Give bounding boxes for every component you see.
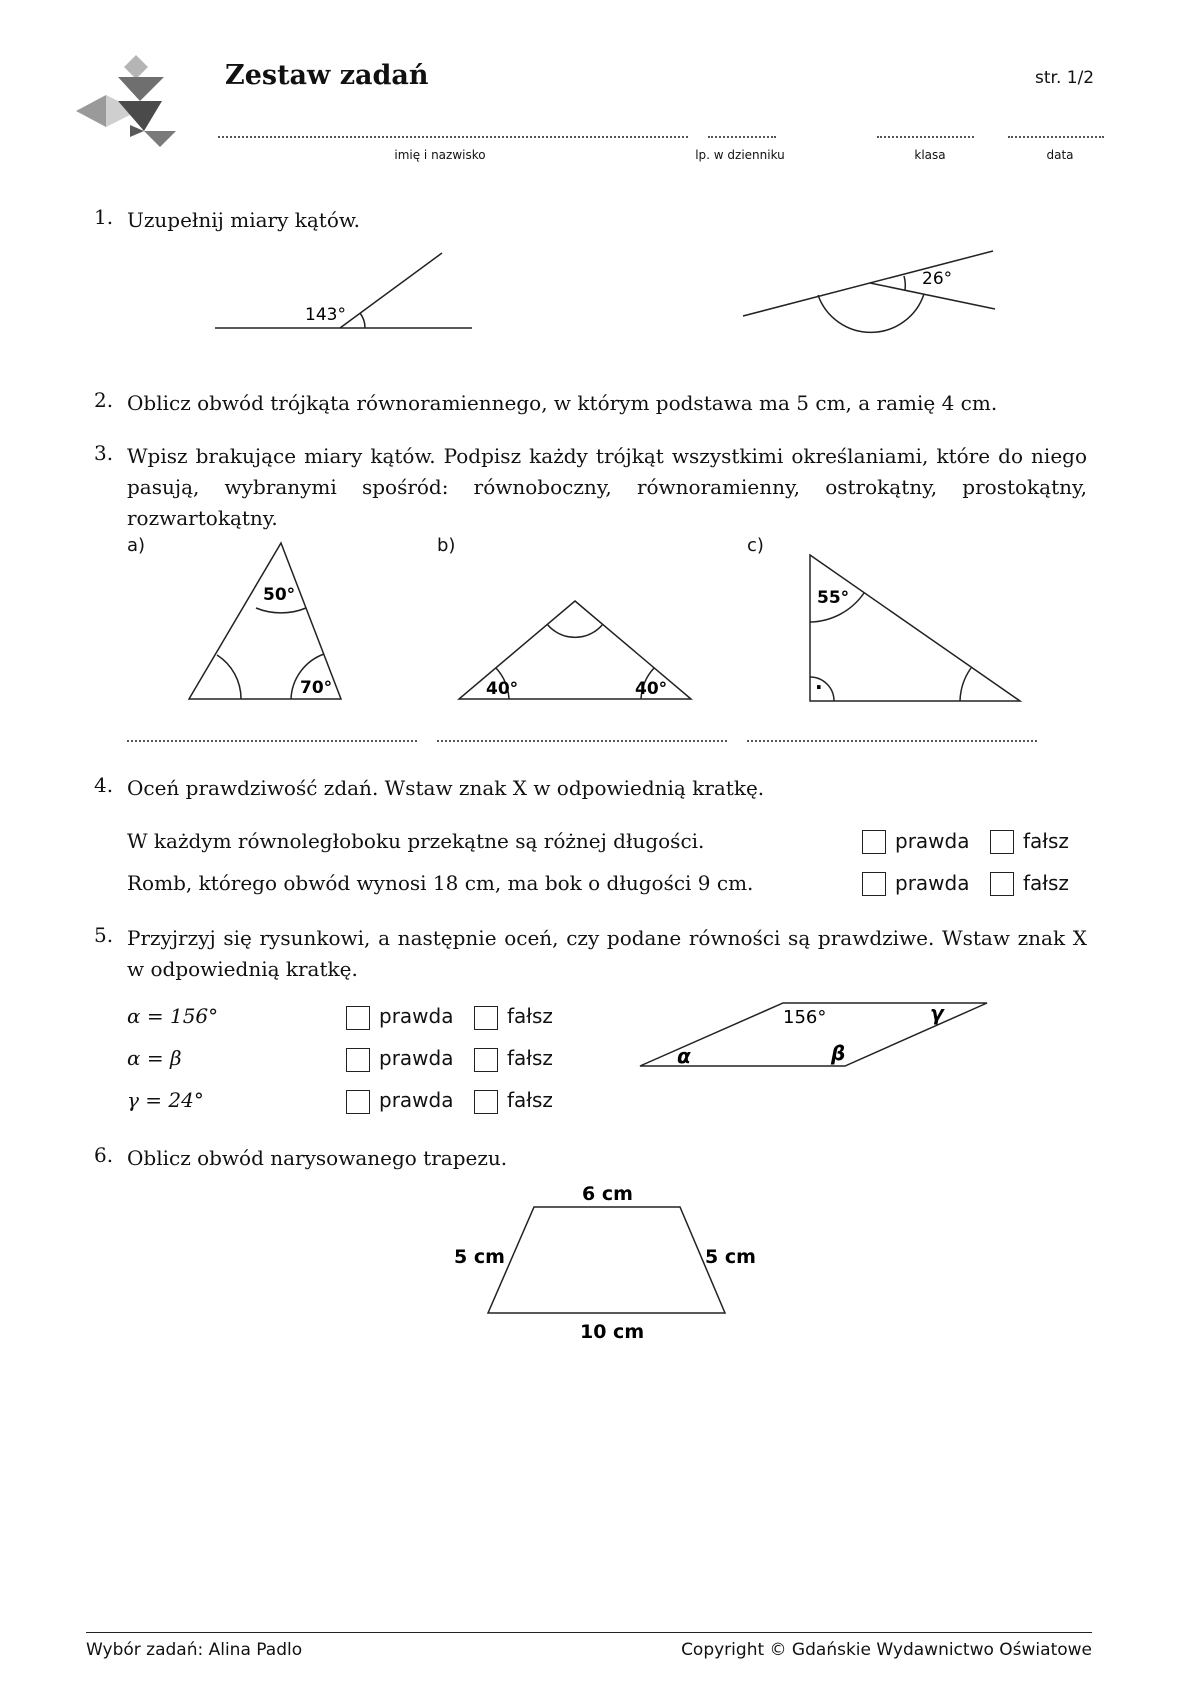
bottom-side-label: 10 cm	[580, 1321, 645, 1343]
task-3-part-a: a)	[127, 535, 146, 556]
task-1-figure-right	[740, 246, 1000, 342]
equation-2-false-checkbox[interactable]	[474, 1048, 498, 1072]
task-2-number: 2.	[94, 388, 114, 412]
beta-label: β	[831, 1041, 846, 1065]
task-3-part-c: c)	[747, 535, 764, 556]
right-side-label: 5 cm	[705, 1246, 756, 1268]
angle-70-label: 70°	[300, 678, 333, 698]
equation-3-false-label: fałsz	[507, 1088, 553, 1112]
footer-copyright: Copyright © Gdańskie Wydawnictwo Oświatowe	[681, 1640, 1092, 1660]
equation-1-false-label: fałsz	[507, 1004, 553, 1028]
class-field-line[interactable]	[877, 136, 974, 138]
task-1-text: Uzupełnij miary kątów.	[127, 208, 360, 232]
task-2-text: Oblicz obwód trójkąta równoramiennego, w którym podstawa ma 5 cm, a ramię 4 cm.	[127, 391, 998, 415]
trapezoid-figure	[450, 1175, 770, 1350]
statement-2-false-label: fałsz	[1023, 871, 1069, 895]
statement-1-true-label: prawda	[895, 829, 970, 853]
class-field-caption: klasa	[914, 148, 946, 162]
task-4-number: 4.	[94, 773, 114, 797]
equation-1: α = 156°	[127, 1004, 219, 1028]
equation-1-true-label: prawda	[379, 1004, 454, 1028]
alpha-label: α	[677, 1044, 691, 1068]
equation-2-true-checkbox[interactable]	[346, 1048, 370, 1072]
statement-1-true-checkbox[interactable]	[862, 830, 886, 854]
task-3-text: Wpisz brakujące miary kątów. Podpisz każdy trójkąt wszystkimi określaniami, które do niego pasują, wybranymi spośród: równoboczny, równoramienny, ostrokątny, prostokątny, rozwartokątny.	[127, 444, 1087, 530]
footer-rule	[86, 1632, 1092, 1633]
worksheet-title: Zestaw zadań	[225, 60, 429, 91]
angle-55-label: 55°	[817, 588, 850, 608]
task-1-number: 1.	[94, 205, 114, 229]
statement-2-false-checkbox[interactable]	[990, 872, 1014, 896]
task-6-number: 6.	[94, 1143, 114, 1167]
answer-line-a[interactable]	[127, 740, 417, 742]
top-side-label: 6 cm	[582, 1183, 633, 1205]
equation-3: γ = 24°	[127, 1088, 204, 1112]
number-field-line[interactable]	[708, 136, 776, 138]
statement-1: W każdym równoległoboku przekątne są różnej długości.	[127, 829, 705, 853]
date-field-caption: data	[1046, 148, 1074, 162]
triangle-b	[455, 598, 695, 706]
parallelogram-figure	[635, 998, 995, 1070]
name-field-caption: imię i nazwisko	[394, 148, 486, 162]
right-angle-dot: ·	[815, 675, 823, 699]
statement-2-true-checkbox[interactable]	[862, 872, 886, 896]
statement-2-true-label: prawda	[895, 871, 970, 895]
triangle-c	[805, 550, 1030, 705]
answer-line-b[interactable]	[437, 740, 727, 742]
task-5-number: 5.	[94, 923, 114, 947]
task-3-part-b: b)	[437, 535, 456, 556]
equation-3-false-checkbox[interactable]	[474, 1090, 498, 1114]
angle-26-label: 26°	[922, 269, 953, 289]
statement-2: Romb, którego obwód wynosi 18 cm, ma bok o długości 9 cm.	[127, 871, 754, 895]
left-side-label: 5 cm	[454, 1246, 505, 1268]
name-field-line[interactable]	[218, 136, 688, 138]
equation-3-true-label: prawda	[379, 1088, 454, 1112]
page-number: str. 1/2	[1035, 68, 1095, 88]
angle-40-right-label: 40°	[635, 679, 668, 699]
task-4-text: Oceń prawdziwość zdań. Wstaw znak X w odpowiednią kratkę.	[127, 776, 765, 800]
statement-1-false-label: fałsz	[1023, 829, 1069, 853]
equation-1-true-checkbox[interactable]	[346, 1006, 370, 1030]
angle-40-left-label: 40°	[486, 679, 519, 699]
triangle-a	[185, 540, 345, 705]
equation-2: α = β	[127, 1046, 182, 1070]
equation-1-false-checkbox[interactable]	[474, 1006, 498, 1030]
date-field-line[interactable]	[1008, 136, 1104, 138]
number-field-caption: lp. w dzienniku	[695, 148, 785, 162]
task-3-number: 3.	[94, 441, 114, 465]
statement-1-false-checkbox[interactable]	[990, 830, 1014, 854]
footer-author: Wybór zadań: Alina Padlo	[86, 1640, 303, 1660]
task-1-figure-left	[210, 248, 480, 336]
equation-2-false-label: fałsz	[507, 1046, 553, 1070]
gamma-label: γ	[930, 1001, 944, 1025]
task-5-text: Przyjrzyj się rysunkowi, a następnie oceń, czy podane równości są prawdziwe. Wstaw znak X w odpowiednią kratkę.	[127, 926, 1087, 981]
angle-143-label: 143°	[305, 305, 346, 325]
answer-line-c[interactable]	[747, 740, 1037, 742]
equation-3-true-checkbox[interactable]	[346, 1090, 370, 1114]
equation-2-true-label: prawda	[379, 1046, 454, 1070]
publisher-logo	[76, 55, 186, 147]
angle-156-label: 156°	[783, 1007, 827, 1028]
angle-50-label: 50°	[263, 585, 296, 605]
task-6-text: Oblicz obwód narysowanego trapezu.	[127, 1146, 508, 1170]
